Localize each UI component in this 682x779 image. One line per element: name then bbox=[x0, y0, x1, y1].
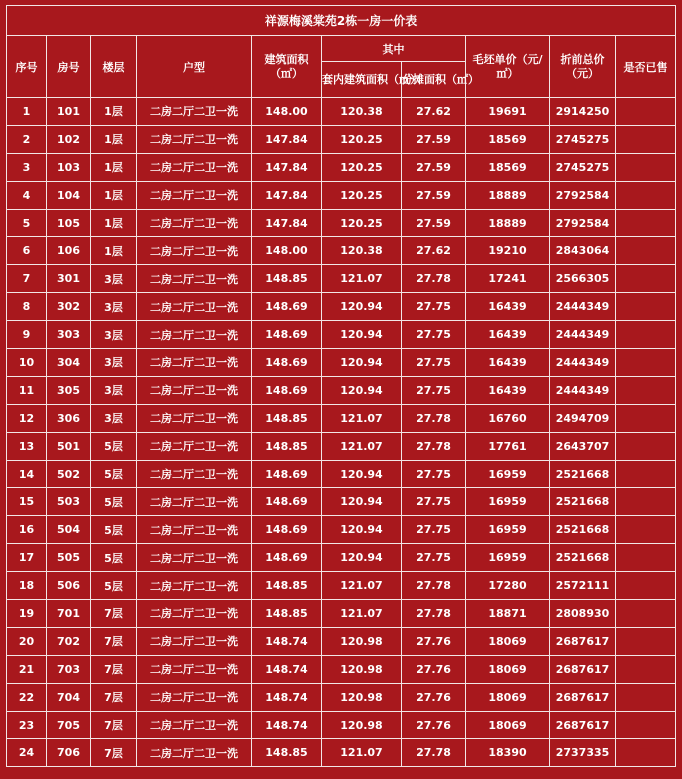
cell-seq: 17 bbox=[7, 544, 47, 572]
table-row bbox=[7, 265, 676, 293]
cell-inner-area: 121.07 bbox=[322, 739, 402, 767]
cell-seq: 2 bbox=[7, 125, 47, 153]
cell-type: 二房二厅二卫一洗 bbox=[137, 376, 252, 404]
cell-type: 二房二厅二卫一洗 bbox=[137, 293, 252, 321]
cell-sold bbox=[616, 321, 676, 349]
cell-area: 148.74 bbox=[252, 683, 322, 711]
cell-sold bbox=[616, 683, 676, 711]
cell-unit-price: 18889 bbox=[466, 209, 550, 237]
cell-floor: 1层 bbox=[91, 125, 137, 153]
cell-area: 147.84 bbox=[252, 153, 322, 181]
cell-type: 二房二厅二卫一洗 bbox=[137, 488, 252, 516]
cell-area: 148.85 bbox=[252, 432, 322, 460]
cell-seq: 24 bbox=[7, 739, 47, 767]
cell-type: 二房二厅二卫一洗 bbox=[137, 460, 252, 488]
cell-shared-area: 27.59 bbox=[402, 125, 466, 153]
cell-total-price: 2494709 bbox=[550, 404, 616, 432]
cell-shared-area: 27.78 bbox=[402, 404, 466, 432]
cell-unit-price: 16959 bbox=[466, 544, 550, 572]
cell-shared-area: 27.59 bbox=[402, 209, 466, 237]
cell-inner-area: 120.25 bbox=[322, 125, 402, 153]
cell-inner-area: 120.98 bbox=[322, 655, 402, 683]
cell-seq: 6 bbox=[7, 237, 47, 265]
cell-sold bbox=[616, 460, 676, 488]
cell-seq: 23 bbox=[7, 711, 47, 739]
cell-unit-price: 18390 bbox=[466, 739, 550, 767]
cell-shared-area: 27.75 bbox=[402, 516, 466, 544]
cell-room: 705 bbox=[47, 711, 91, 739]
cell-total-price: 2521668 bbox=[550, 488, 616, 516]
header-room: 房号 bbox=[47, 36, 91, 98]
cell-inner-area: 120.98 bbox=[322, 683, 402, 711]
cell-type: 二房二厅二卫一洗 bbox=[137, 153, 252, 181]
cell-shared-area: 27.75 bbox=[402, 321, 466, 349]
cell-unit-price: 18569 bbox=[466, 153, 550, 181]
cell-type: 二房二厅二卫一洗 bbox=[137, 237, 252, 265]
cell-inner-area: 120.98 bbox=[322, 711, 402, 739]
cell-total-price: 2521668 bbox=[550, 460, 616, 488]
cell-room: 105 bbox=[47, 209, 91, 237]
cell-sold bbox=[616, 293, 676, 321]
cell-seq: 12 bbox=[7, 404, 47, 432]
cell-seq: 15 bbox=[7, 488, 47, 516]
cell-room: 101 bbox=[47, 98, 91, 126]
cell-room: 306 bbox=[47, 404, 91, 432]
cell-area: 148.85 bbox=[252, 600, 322, 628]
cell-inner-area: 120.38 bbox=[322, 98, 402, 126]
cell-floor: 5层 bbox=[91, 544, 137, 572]
cell-inner-area: 120.25 bbox=[322, 209, 402, 237]
cell-type: 二房二厅二卫一洗 bbox=[137, 404, 252, 432]
cell-seq: 18 bbox=[7, 572, 47, 600]
table-row bbox=[7, 516, 676, 544]
table-row bbox=[7, 153, 676, 181]
cell-room: 502 bbox=[47, 460, 91, 488]
cell-shared-area: 27.78 bbox=[402, 600, 466, 628]
cell-type: 二房二厅二卫一洗 bbox=[137, 349, 252, 377]
cell-inner-area: 120.25 bbox=[322, 153, 402, 181]
cell-type: 二房二厅二卫一洗 bbox=[137, 572, 252, 600]
cell-sold bbox=[616, 488, 676, 516]
header-seq: 序号 bbox=[7, 36, 47, 98]
cell-room: 106 bbox=[47, 237, 91, 265]
table-row bbox=[7, 237, 676, 265]
cell-inner-area: 120.94 bbox=[322, 516, 402, 544]
cell-inner-area: 121.07 bbox=[322, 600, 402, 628]
cell-unit-price: 17761 bbox=[466, 432, 550, 460]
table-header bbox=[7, 6, 676, 98]
cell-type: 二房二厅二卫一洗 bbox=[137, 321, 252, 349]
cell-unit-price: 19210 bbox=[466, 237, 550, 265]
cell-room: 305 bbox=[47, 376, 91, 404]
cell-sold bbox=[616, 237, 676, 265]
cell-seq: 4 bbox=[7, 181, 47, 209]
cell-area: 148.69 bbox=[252, 516, 322, 544]
table-row bbox=[7, 98, 676, 126]
cell-total-price: 2687617 bbox=[550, 711, 616, 739]
table-row bbox=[7, 349, 676, 377]
cell-room: 303 bbox=[47, 321, 91, 349]
cell-area: 148.74 bbox=[252, 627, 322, 655]
table-row bbox=[7, 711, 676, 739]
cell-floor: 5层 bbox=[91, 572, 137, 600]
cell-room: 506 bbox=[47, 572, 91, 600]
cell-sold bbox=[616, 98, 676, 126]
cell-shared-area: 27.75 bbox=[402, 460, 466, 488]
cell-type: 二房二厅二卫一洗 bbox=[137, 683, 252, 711]
cell-area: 148.69 bbox=[252, 321, 322, 349]
cell-inner-area: 121.07 bbox=[322, 404, 402, 432]
cell-type: 二房二厅二卫一洗 bbox=[137, 739, 252, 767]
cell-room: 104 bbox=[47, 181, 91, 209]
cell-unit-price: 16439 bbox=[466, 349, 550, 377]
cell-seq: 21 bbox=[7, 655, 47, 683]
cell-unit-price: 18569 bbox=[466, 125, 550, 153]
cell-shared-area: 27.78 bbox=[402, 572, 466, 600]
header-area: 建筑面积（㎡） bbox=[252, 36, 322, 98]
cell-area: 148.85 bbox=[252, 265, 322, 293]
cell-floor: 7层 bbox=[91, 600, 137, 628]
table-row bbox=[7, 376, 676, 404]
cell-inner-area: 121.07 bbox=[322, 432, 402, 460]
cell-shared-area: 27.76 bbox=[402, 683, 466, 711]
cell-floor: 3层 bbox=[91, 265, 137, 293]
cell-shared-area: 27.75 bbox=[402, 293, 466, 321]
cell-shared-area: 27.75 bbox=[402, 376, 466, 404]
cell-floor: 7层 bbox=[91, 739, 137, 767]
cell-shared-area: 27.76 bbox=[402, 655, 466, 683]
cell-floor: 1层 bbox=[91, 209, 137, 237]
cell-area: 148.69 bbox=[252, 544, 322, 572]
cell-sold bbox=[616, 209, 676, 237]
cell-area: 148.85 bbox=[252, 572, 322, 600]
cell-total-price: 2521668 bbox=[550, 544, 616, 572]
cell-area: 148.00 bbox=[252, 98, 322, 126]
cell-unit-price: 17280 bbox=[466, 572, 550, 600]
cell-area: 148.74 bbox=[252, 655, 322, 683]
cell-sold bbox=[616, 655, 676, 683]
cell-sold bbox=[616, 125, 676, 153]
cell-floor: 5层 bbox=[91, 516, 137, 544]
cell-floor: 5层 bbox=[91, 488, 137, 516]
cell-shared-area: 27.75 bbox=[402, 544, 466, 572]
cell-total-price: 2444349 bbox=[550, 321, 616, 349]
cell-room: 102 bbox=[47, 125, 91, 153]
cell-type: 二房二厅二卫一洗 bbox=[137, 516, 252, 544]
cell-room: 704 bbox=[47, 683, 91, 711]
cell-total-price: 2687617 bbox=[550, 683, 616, 711]
cell-sold bbox=[616, 544, 676, 572]
cell-type: 二房二厅二卫一洗 bbox=[137, 600, 252, 628]
cell-unit-price: 18069 bbox=[466, 711, 550, 739]
cell-shared-area: 27.59 bbox=[402, 181, 466, 209]
cell-room: 702 bbox=[47, 627, 91, 655]
cell-type: 二房二厅二卫一洗 bbox=[137, 432, 252, 460]
cell-total-price: 2792584 bbox=[550, 181, 616, 209]
cell-inner-area: 120.94 bbox=[322, 321, 402, 349]
cell-total-price: 2745275 bbox=[550, 153, 616, 181]
cell-room: 703 bbox=[47, 655, 91, 683]
cell-floor: 3层 bbox=[91, 321, 137, 349]
cell-area: 148.69 bbox=[252, 349, 322, 377]
cell-unit-price: 16959 bbox=[466, 488, 550, 516]
table-row bbox=[7, 181, 676, 209]
cell-unit-price: 16760 bbox=[466, 404, 550, 432]
cell-total-price: 2444349 bbox=[550, 293, 616, 321]
table-row bbox=[7, 600, 676, 628]
cell-shared-area: 27.78 bbox=[402, 265, 466, 293]
cell-seq: 7 bbox=[7, 265, 47, 293]
cell-total-price: 2737335 bbox=[550, 739, 616, 767]
cell-total-price: 2808930 bbox=[550, 600, 616, 628]
table-row bbox=[7, 293, 676, 321]
cell-unit-price: 16959 bbox=[466, 516, 550, 544]
cell-total-price: 2792584 bbox=[550, 209, 616, 237]
cell-type: 二房二厅二卫一洗 bbox=[137, 655, 252, 683]
cell-room: 501 bbox=[47, 432, 91, 460]
cell-type: 二房二厅二卫一洗 bbox=[137, 544, 252, 572]
cell-shared-area: 27.75 bbox=[402, 349, 466, 377]
cell-floor: 7层 bbox=[91, 627, 137, 655]
cell-sold bbox=[616, 711, 676, 739]
header-type: 户型 bbox=[137, 36, 252, 98]
cell-area: 148.00 bbox=[252, 237, 322, 265]
cell-area: 148.69 bbox=[252, 376, 322, 404]
cell-room: 503 bbox=[47, 488, 91, 516]
table-title: 祥源梅溪棠苑2栋一房一价表 bbox=[7, 6, 676, 36]
cell-seq: 10 bbox=[7, 349, 47, 377]
cell-shared-area: 27.76 bbox=[402, 627, 466, 655]
header-unit-price: 毛坯单价（元/㎡） bbox=[466, 36, 550, 98]
cell-floor: 5层 bbox=[91, 432, 137, 460]
cell-shared-area: 27.76 bbox=[402, 711, 466, 739]
cell-total-price: 2687617 bbox=[550, 627, 616, 655]
cell-unit-price: 18889 bbox=[466, 181, 550, 209]
table-row bbox=[7, 460, 676, 488]
cell-inner-area: 120.94 bbox=[322, 349, 402, 377]
cell-floor: 7层 bbox=[91, 711, 137, 739]
table-row bbox=[7, 627, 676, 655]
cell-shared-area: 27.75 bbox=[402, 488, 466, 516]
header-inner-area: 套内建筑面积（㎡） bbox=[322, 62, 402, 98]
cell-room: 304 bbox=[47, 349, 91, 377]
cell-room: 302 bbox=[47, 293, 91, 321]
table-row bbox=[7, 125, 676, 153]
table-row bbox=[7, 404, 676, 432]
cell-floor: 7层 bbox=[91, 683, 137, 711]
cell-inner-area: 120.94 bbox=[322, 488, 402, 516]
header-sold: 是否已售 bbox=[616, 36, 676, 98]
cell-seq: 9 bbox=[7, 321, 47, 349]
cell-total-price: 2572111 bbox=[550, 572, 616, 600]
cell-total-price: 2566305 bbox=[550, 265, 616, 293]
cell-sold bbox=[616, 376, 676, 404]
cell-seq: 1 bbox=[7, 98, 47, 126]
cell-sold bbox=[616, 153, 676, 181]
table-row bbox=[7, 655, 676, 683]
cell-type: 二房二厅二卫一洗 bbox=[137, 125, 252, 153]
cell-total-price: 2745275 bbox=[550, 125, 616, 153]
cell-area: 148.85 bbox=[252, 404, 322, 432]
cell-seq: 20 bbox=[7, 627, 47, 655]
cell-seq: 5 bbox=[7, 209, 47, 237]
table-row bbox=[7, 488, 676, 516]
cell-floor: 1层 bbox=[91, 98, 137, 126]
cell-floor: 3层 bbox=[91, 349, 137, 377]
cell-inner-area: 120.25 bbox=[322, 181, 402, 209]
header-shared-area: 分摊面积（㎡） bbox=[402, 62, 466, 98]
cell-seq: 13 bbox=[7, 432, 47, 460]
cell-area: 148.85 bbox=[252, 739, 322, 767]
cell-sold bbox=[616, 739, 676, 767]
cell-room: 701 bbox=[47, 600, 91, 628]
cell-shared-area: 27.78 bbox=[402, 739, 466, 767]
cell-room: 301 bbox=[47, 265, 91, 293]
cell-shared-area: 27.59 bbox=[402, 153, 466, 181]
cell-sold bbox=[616, 600, 676, 628]
cell-unit-price: 16439 bbox=[466, 376, 550, 404]
cell-area: 148.69 bbox=[252, 293, 322, 321]
cell-area: 148.69 bbox=[252, 488, 322, 516]
cell-type: 二房二厅二卫一洗 bbox=[137, 711, 252, 739]
cell-room: 103 bbox=[47, 153, 91, 181]
cell-floor: 3层 bbox=[91, 293, 137, 321]
cell-unit-price: 16439 bbox=[466, 293, 550, 321]
cell-total-price: 2914250 bbox=[550, 98, 616, 126]
cell-total-price: 2444349 bbox=[550, 349, 616, 377]
cell-shared-area: 27.62 bbox=[402, 237, 466, 265]
cell-room: 505 bbox=[47, 544, 91, 572]
cell-inner-area: 120.94 bbox=[322, 293, 402, 321]
cell-shared-area: 27.78 bbox=[402, 432, 466, 460]
cell-type: 二房二厅二卫一洗 bbox=[137, 98, 252, 126]
cell-floor: 1层 bbox=[91, 153, 137, 181]
cell-floor: 3层 bbox=[91, 404, 137, 432]
cell-sold bbox=[616, 349, 676, 377]
cell-unit-price: 18871 bbox=[466, 600, 550, 628]
cell-sold bbox=[616, 265, 676, 293]
cell-sold bbox=[616, 432, 676, 460]
cell-area: 147.84 bbox=[252, 125, 322, 153]
cell-sold bbox=[616, 516, 676, 544]
table-row bbox=[7, 321, 676, 349]
cell-unit-price: 19691 bbox=[466, 98, 550, 126]
cell-sold bbox=[616, 572, 676, 600]
cell-inner-area: 120.94 bbox=[322, 544, 402, 572]
cell-seq: 19 bbox=[7, 600, 47, 628]
cell-total-price: 2687617 bbox=[550, 655, 616, 683]
cell-inner-area: 120.94 bbox=[322, 460, 402, 488]
cell-floor: 1层 bbox=[91, 181, 137, 209]
cell-shared-area: 27.62 bbox=[402, 98, 466, 126]
cell-area: 148.74 bbox=[252, 711, 322, 739]
cell-floor: 5层 bbox=[91, 460, 137, 488]
cell-type: 二房二厅二卫一洗 bbox=[137, 265, 252, 293]
header-total-price: 折前总价（元） bbox=[550, 36, 616, 98]
cell-unit-price: 17241 bbox=[466, 265, 550, 293]
table-row bbox=[7, 544, 676, 572]
cell-room: 504 bbox=[47, 516, 91, 544]
table-row bbox=[7, 209, 676, 237]
cell-type: 二房二厅二卫一洗 bbox=[137, 627, 252, 655]
cell-total-price: 2521668 bbox=[550, 516, 616, 544]
cell-inner-area: 120.38 bbox=[322, 237, 402, 265]
table-row bbox=[7, 739, 676, 767]
price-list-sheet bbox=[6, 5, 675, 765]
cell-sold bbox=[616, 181, 676, 209]
cell-inner-area: 120.98 bbox=[322, 627, 402, 655]
cell-inner-area: 120.94 bbox=[322, 376, 402, 404]
cell-unit-price: 18069 bbox=[466, 655, 550, 683]
cell-total-price: 2444349 bbox=[550, 376, 616, 404]
cell-seq: 3 bbox=[7, 153, 47, 181]
cell-area: 148.69 bbox=[252, 460, 322, 488]
cell-sold bbox=[616, 404, 676, 432]
cell-total-price: 2643707 bbox=[550, 432, 616, 460]
cell-unit-price: 18069 bbox=[466, 683, 550, 711]
cell-area: 147.84 bbox=[252, 181, 322, 209]
cell-seq: 14 bbox=[7, 460, 47, 488]
cell-unit-price: 18069 bbox=[466, 627, 550, 655]
cell-unit-price: 16959 bbox=[466, 460, 550, 488]
cell-unit-price: 16439 bbox=[466, 321, 550, 349]
cell-floor: 3层 bbox=[91, 376, 137, 404]
cell-room: 706 bbox=[47, 739, 91, 767]
cell-inner-area: 121.07 bbox=[322, 265, 402, 293]
cell-area: 147.84 bbox=[252, 209, 322, 237]
table-row bbox=[7, 432, 676, 460]
cell-seq: 16 bbox=[7, 516, 47, 544]
cell-floor: 7层 bbox=[91, 655, 137, 683]
table-body bbox=[7, 98, 676, 767]
cell-sold bbox=[616, 627, 676, 655]
cell-type: 二房二厅二卫一洗 bbox=[137, 181, 252, 209]
header-among: 其中 bbox=[322, 36, 466, 62]
cell-seq: 8 bbox=[7, 293, 47, 321]
table-row bbox=[7, 683, 676, 711]
cell-total-price: 2843064 bbox=[550, 237, 616, 265]
cell-floor: 1层 bbox=[91, 237, 137, 265]
cell-type: 二房二厅二卫一洗 bbox=[137, 209, 252, 237]
header-floor: 楼层 bbox=[91, 36, 137, 98]
price-table bbox=[6, 5, 676, 767]
cell-inner-area: 121.07 bbox=[322, 572, 402, 600]
cell-seq: 22 bbox=[7, 683, 47, 711]
cell-seq: 11 bbox=[7, 376, 47, 404]
table-row bbox=[7, 572, 676, 600]
